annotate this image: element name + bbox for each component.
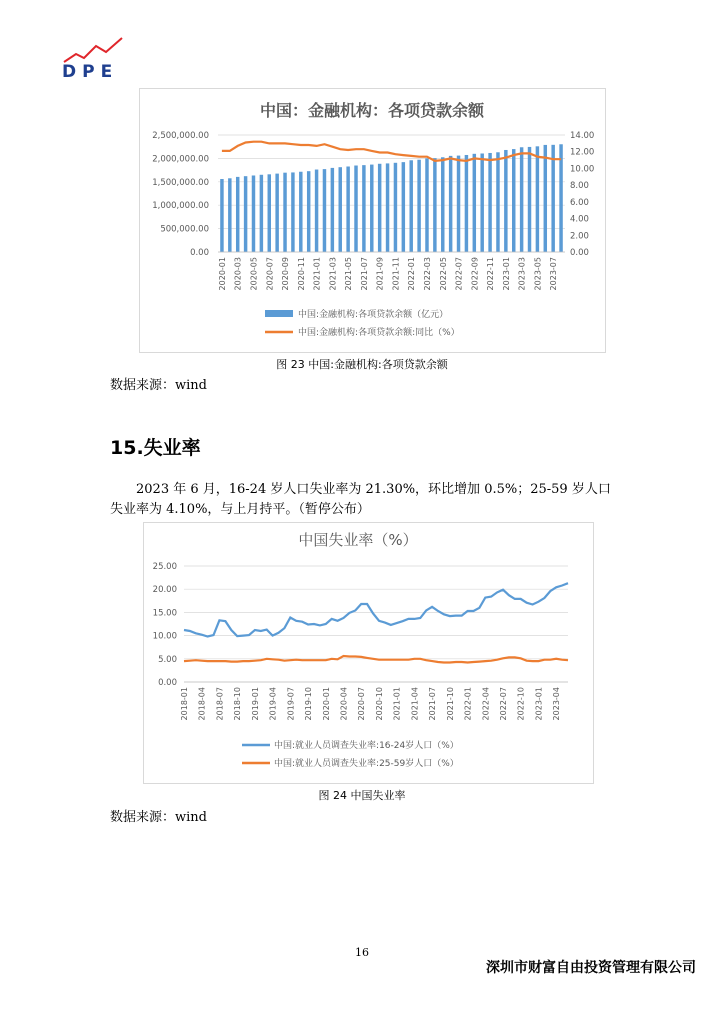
x-tick-label: 2020-01 <box>321 687 331 721</box>
x-tick-label: 2022-11 <box>486 257 496 291</box>
bar <box>220 179 223 252</box>
y-right-tick-label: 6.00 <box>570 197 589 208</box>
bar <box>480 153 483 252</box>
x-tick-label: 2020-11 <box>296 257 306 291</box>
unemployment-chart-svg <box>144 523 593 783</box>
figure-24-source: 数据来源：wind <box>110 810 207 825</box>
y-right-tick-label: 12.00 <box>570 147 595 158</box>
y-tick-label: 5.00 <box>158 654 177 665</box>
bar <box>520 147 523 252</box>
x-tick-label: 2021-09 <box>375 257 385 291</box>
bar <box>441 157 444 252</box>
bar <box>315 170 318 252</box>
bar <box>236 177 239 252</box>
x-tick-label: 2022-01 <box>463 687 473 721</box>
x-tick-label: 2019-07 <box>286 687 296 721</box>
x-tick-label: 2021-04 <box>410 687 420 721</box>
legend-bar-label: 中国:金融机构:各项贷款余额（亿元） <box>298 310 449 320</box>
x-tick-label: 2021-10 <box>445 687 455 721</box>
bar <box>488 153 491 252</box>
x-tick-label: 2023-03 <box>517 257 527 291</box>
x-tick-label: 2021-03 <box>328 257 338 291</box>
y-left-tick-label: 0.00 <box>190 248 209 258</box>
x-tick-label: 2020-09 <box>281 257 291 291</box>
y-right-tick-label: 2.00 <box>570 231 589 242</box>
x-tick-label: 2018-07 <box>215 687 225 721</box>
company-name: 深圳市财富自由投资管理有限公司 <box>486 960 696 976</box>
y-left-tick-label: 500,000.00 <box>160 224 209 235</box>
chart-title: 中国失业率（%） <box>298 531 418 549</box>
bar <box>473 154 476 252</box>
x-tick-label: 2020-04 <box>339 687 349 721</box>
bar <box>346 166 349 252</box>
legend-line-label: 中国:金融机构:各项贷款余额:同比（%） <box>298 328 460 338</box>
x-tick-label: 2020-07 <box>265 257 275 291</box>
y-right-tick-label: 14.00 <box>570 131 595 141</box>
y-left-tick-label: 2,000,000.00 <box>152 154 209 165</box>
figure-24-caption: 图 24 中国失业率 <box>318 789 406 802</box>
x-tick-label: 2021-07 <box>359 257 369 291</box>
bar <box>394 163 397 252</box>
legend-bar-swatch <box>265 310 293 317</box>
x-tick-label: 2020-05 <box>249 257 259 291</box>
legend-label-1: 中国:就业人员调查失业率:16-24岁人口（%） <box>274 741 459 751</box>
legend-label-2: 中国:就业人员调查失业率:25-59岁人口（%） <box>274 759 459 769</box>
bar <box>291 172 294 252</box>
x-tick-label: 2021-11 <box>391 257 401 291</box>
y-left-tick-label: 2,500,000.00 <box>152 131 209 141</box>
x-tick-label: 2022-01 <box>407 257 417 291</box>
bar <box>496 152 499 252</box>
bar <box>252 175 255 252</box>
bar <box>409 160 412 252</box>
bar <box>551 145 554 252</box>
y-tick-label: 25.00 <box>152 562 177 572</box>
x-tick-label: 2019-04 <box>268 687 278 721</box>
x-tick-label: 2023-01 <box>501 257 511 291</box>
x-tick-label: 2023-04 <box>552 687 562 721</box>
bar <box>331 168 334 252</box>
bar <box>528 147 531 252</box>
bar <box>244 176 247 252</box>
bar <box>339 167 342 252</box>
bar <box>433 158 436 252</box>
bar <box>228 178 231 252</box>
page-number: 16 <box>355 946 369 959</box>
loan-balance-chart-svg <box>140 89 605 352</box>
x-tick-label: 2022-07 <box>454 257 464 291</box>
x-tick-label: 2022-10 <box>516 687 526 721</box>
x-tick-label: 2018-04 <box>197 687 207 721</box>
y-tick-label: 15.00 <box>152 608 177 619</box>
bar <box>275 174 278 252</box>
x-tick-label: 2020-07 <box>357 687 367 721</box>
y-right-tick-label: 8.00 <box>570 181 589 192</box>
bar <box>417 160 420 252</box>
bar <box>268 174 271 252</box>
y-tick-label: 0.00 <box>158 678 177 688</box>
bar <box>307 171 310 252</box>
section-paragraph: 2023 年 6 月，16-24 岁人口失业率为 21.30%，环比增加 0.5%；25-59 岁人口失业率为 4.10%，与上月持平。（暂停公布） <box>110 482 611 517</box>
bar <box>504 150 507 252</box>
y-tick-label: 20.00 <box>152 585 177 596</box>
x-tick-label: 2021-07 <box>428 687 438 721</box>
x-tick-label: 2021-01 <box>312 257 322 291</box>
yoy-line <box>222 142 561 161</box>
bar <box>465 155 468 252</box>
y-tick-label: 10.00 <box>152 631 177 642</box>
y-right-tick-label: 4.00 <box>570 214 589 225</box>
bar <box>362 165 365 252</box>
x-tick-label: 2021-05 <box>344 257 354 291</box>
x-tick-label: 2022-03 <box>422 257 432 291</box>
y-left-tick-label: 1,000,000.00 <box>152 201 209 212</box>
x-tick-label: 2021-01 <box>392 687 402 721</box>
x-tick-label: 2023-07 <box>549 257 559 291</box>
bar <box>260 175 263 252</box>
x-tick-label: 2023-01 <box>534 687 544 721</box>
x-tick-label: 2018-10 <box>233 687 243 721</box>
bar <box>299 172 302 252</box>
x-tick-label: 2019-10 <box>304 687 314 721</box>
x-tick-label: 2023-05 <box>533 257 543 291</box>
figure-23-caption: 图 23 中国:金融机构:各项贷款余额 <box>276 358 448 371</box>
x-tick-label: 2022-05 <box>438 257 448 291</box>
bar <box>449 156 452 252</box>
x-tick-label: 2020-01 <box>217 257 227 291</box>
x-tick-label: 2022-09 <box>470 257 480 291</box>
bar <box>402 162 405 252</box>
bar <box>323 169 326 252</box>
bar <box>378 164 381 252</box>
y-right-tick-label: 0.00 <box>570 248 589 258</box>
bar <box>512 149 515 252</box>
section-heading: 15.失业率 <box>110 437 201 459</box>
loan-balance-chart <box>139 88 606 353</box>
figure-23-source: 数据来源：wind <box>110 378 207 393</box>
bar <box>354 166 357 252</box>
y-left-tick-label: 1,500,000.00 <box>152 177 209 188</box>
x-tick-label: 2020-10 <box>374 687 384 721</box>
bar <box>457 156 460 252</box>
y-right-tick-label: 10.00 <box>570 164 595 175</box>
x-tick-label: 2020-03 <box>233 257 243 291</box>
chart-title: 中国：金融机构：各项贷款余额 <box>259 101 485 120</box>
bar <box>425 158 428 252</box>
x-tick-label: 2022-04 <box>481 687 491 721</box>
x-tick-label: 2019-01 <box>250 687 260 721</box>
series-line-2 <box>184 656 568 663</box>
bar <box>544 145 547 252</box>
bar <box>536 146 539 252</box>
x-tick-label: 2022-07 <box>499 687 509 721</box>
unemployment-chart <box>143 522 594 784</box>
dpe-logo-text: DPE <box>62 62 119 82</box>
bar <box>559 144 562 252</box>
x-tick-label: 2018-01 <box>180 687 189 721</box>
bar <box>370 165 373 252</box>
bar <box>283 173 286 252</box>
bar <box>386 163 389 252</box>
series-line-1 <box>184 583 568 636</box>
